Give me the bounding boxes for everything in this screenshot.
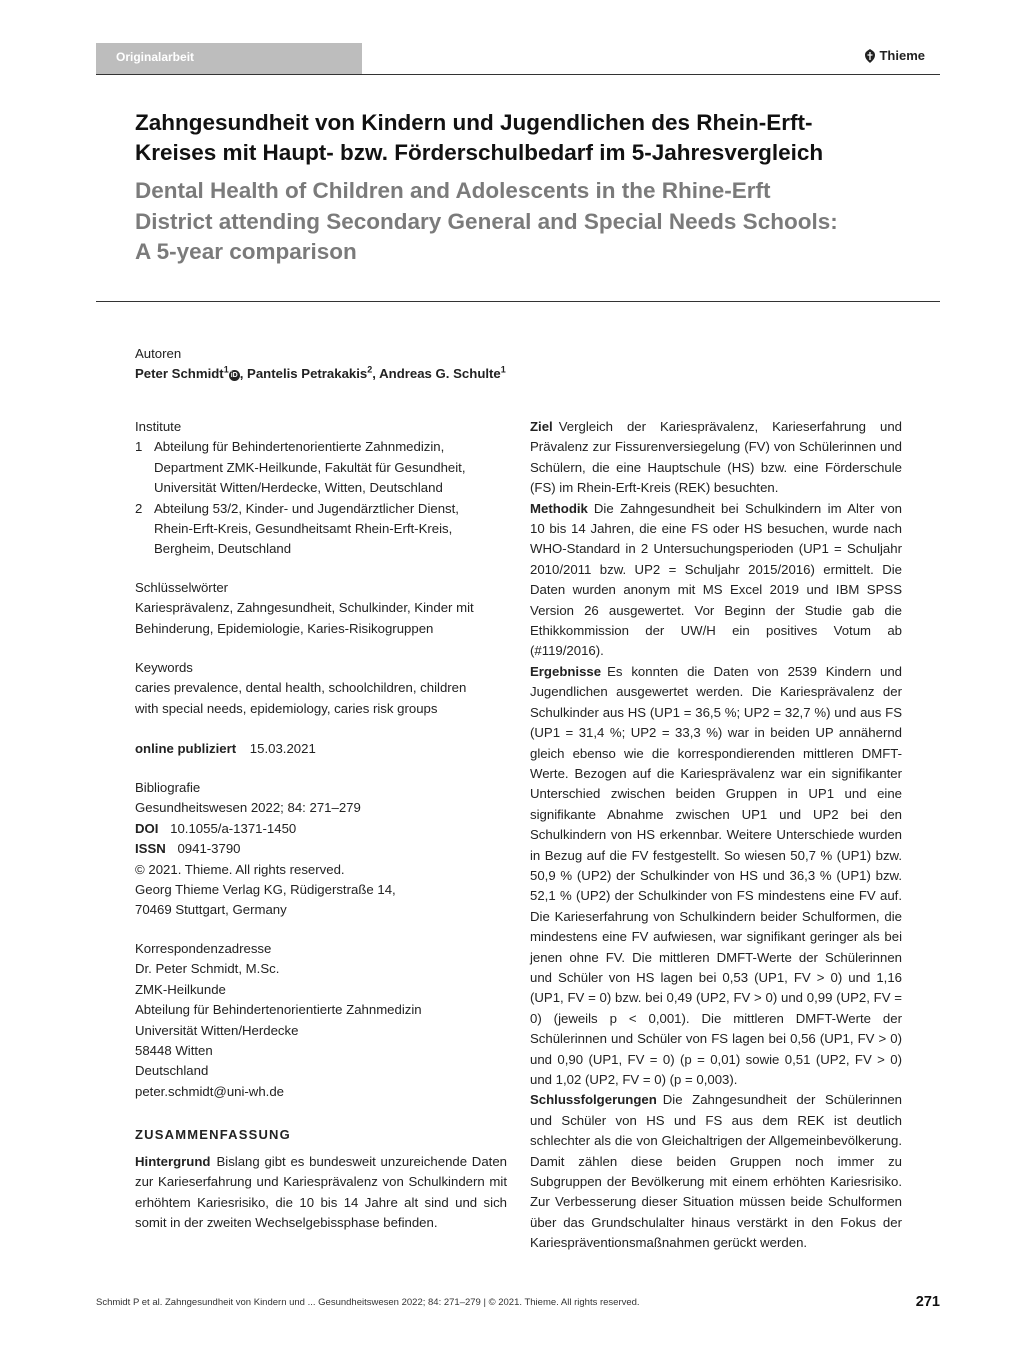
summary-conclusions <box>530 1090 902 1253</box>
thieme-logo-icon <box>864 49 876 63</box>
author-affiliation: 1 <box>223 365 229 376</box>
correspondence-line: 58448 Witten <box>135 1043 213 1059</box>
summary-heading: ZUSAMMENFASSUNG <box>135 1127 291 1142</box>
summary-aim <box>530 417 902 499</box>
authors-list <box>135 364 835 384</box>
doi-label: DOI <box>135 820 159 836</box>
correspondence-line: ZMK-Heilkunde <box>135 981 226 997</box>
summary-methods-text: Die Zahngesundheit bei Schulkindern im Alter von 10 bis 14 Jahren, die eine FS oder HS besuchen, wurde nach WHO-Standard in 2 Untersuchungsperioden (UP1 = Schuljahr 2010/2011 bzw. UP2 = Schuljahr 2015/2016) ermittelt. Die Daten wurden anonym mit MS Excel 2019 und IBM SPSS Version 26 ausgewertet. Vor Beginn der Studie gab die Ethikkommission der UW/H ein positives Votum ab (#119/2016). <box>530 500 902 659</box>
summary-results <box>530 662 902 1091</box>
summary-right-column <box>530 417 902 1254</box>
publisher-name: Thieme <box>879 48 925 63</box>
bibliography-address: 70469 Stuttgart, Germany <box>135 902 287 918</box>
header-rule <box>96 74 940 75</box>
institutes-block <box>135 417 495 560</box>
section-tab <box>96 43 362 74</box>
correspondence-line: Dr. Peter Schmidt, M.Sc. <box>135 961 280 977</box>
keywords-de-label: Schlüsselwörter <box>135 580 229 595</box>
orcid-icon[interactable]: iD <box>230 372 238 380</box>
authors-label: Autoren <box>135 346 182 361</box>
summary-aim-text: Vergleich der Kariesprävalenz, Karieserfahrung und Prävalenz zur Fissurenversiegelung (FV) von Schülerinnen und Schülern, die eine Hauptschule (HS) bzw. eine Förderschule (FS) im Rhein-Erft-Kreis (REK) besuchten. <box>530 419 902 496</box>
correspondence-line: Deutschland <box>135 1063 209 1079</box>
title-german-line: Kreises mit Haupt- bzw. Förderschulbedarf im 5-Jahresvergleich <box>135 140 824 165</box>
keywords-de-line: Behinderung, Epidemiologie, Karies-Risikogruppen <box>135 620 434 636</box>
summary-methods-label: Methodik <box>530 500 588 516</box>
correspondence-label: Korrespondenzadresse <box>135 941 272 956</box>
title-rule <box>96 301 940 302</box>
issn-row <box>135 839 495 859</box>
institute-item <box>135 437 495 498</box>
author-affiliation: 1 <box>500 365 506 376</box>
author-affiliation: 2 <box>367 365 373 376</box>
issn-label: ISSN <box>135 841 166 857</box>
summary-conclusions-text: Die Zahngesundheit der Schülerinnen und Schüler von HS und FS aus dem REK ist deutlich schlechter als die von Gleichaltrigen der Allgemeinbevölkerung. Damit zählen diese beiden Gruppen noch immer zu Subgruppen der Bevölkerung mit einem erhöhten Kariesrisiko. Zur Verbesserung dieser Situation müssen beide Schulformen über das Grundschulalter hinaus verstärkt in den Fokus der Kariespräventionsmaßnahmen gerückt werden. <box>530 1092 902 1251</box>
author-name: Peter Schmidt <box>135 366 224 382</box>
institute-line: Abteilung 53/2, Kinder- und Jugendärztlicher Dienst, <box>154 500 459 516</box>
footer-citation: Schmidt P et al. Zahngesundheit von Kindern und ... Gesundheitswesen 2022; 84: 271–279 | © 2021. Thieme. All rights reserved. <box>96 1297 640 1308</box>
title-english <box>135 176 925 268</box>
page-number: 271 <box>915 1294 940 1310</box>
institute-number: 1 <box>135 439 143 455</box>
institute-line: Bergheim, Deutschland <box>154 541 292 557</box>
institute-line: Abteilung für Behindertenorientierte Zahnmedizin, <box>154 439 445 455</box>
author-name: , Pantelis Petrakakis <box>239 366 368 382</box>
keywords-en-label: Keywords <box>135 660 193 675</box>
section-label: Originalarbeit <box>116 50 195 64</box>
title-english-line: A 5-year comparison <box>135 239 357 264</box>
bibliography-journal: Gesundheitswesen 2022; 84: 271–279 <box>135 800 361 816</box>
published-block <box>135 739 495 759</box>
institute-number: 2 <box>135 500 143 516</box>
published-label: online publiziert <box>135 741 237 756</box>
summary-results-text: Es konnten die Daten von 2539 Kindern und Jugendlichen ausgewertet werden. Die Kariesprävalenz der Schulkinder aus HS (UP1 = 36,5 %; UP2 = 32,7 %) und aus FS (UP1 = 31,4 %; UP2 = 33,3 %) war in beiden UP annähernd gleich ebenso wie die korrespondierenden mittleren DMFT-Werte. Bezogen auf die Kariesprävalenz war ein signifikanter Unterschied zwischen beiden Gruppen in UP1 und eine signifikante Abnahme zwischen UP1 und UP2 bei den Schulkindern von HS erkennbar. Weitere Unterschiede wurden in Bezug auf die FV festgestellt. So wiesen 50,7 % (UP1) bzw. 50,9 % (UP2) der Schulkinder von HS und 36,3 % (UP1) bzw. 52,1 % (UP2) der Schulkinder von FS mindestens eine FV auf. Die Karieserfahrung von Schulkindern beider Schulformen, die mindestens eine FV aufwiesen, war signifikant geringer als bei jenen ohne FV. Die mittleren DMFT-Werte der Schülerinnen und Schüler von HS lagen bei 0,53 (UP1, FV > 0) und 1,16 (UP1, FV = 0) bzw. bei 0,49 (UP2, FV > 0) und 0,99 (UP2, FV = 0) (jeweils p < 0,001). Die mittleren DMFT-Werte der Schülerinnen und Schüler von FS lagen bei 0,56 (UP1, FV > 0) und 0,90 (UP1, FV = 0) (p = 0,01) sowie 0,51 (UP2, FV > 0) und 1,02 (UP2, FV = 0) (p = 0,003). <box>530 663 902 1087</box>
title-english-line: District attending Secondary General and Special Needs Schools: <box>135 208 838 234</box>
institute-line: Universität Witten/Herdecke, Witten, Deutschland <box>154 480 443 496</box>
summary-methods <box>530 499 902 662</box>
summary-background <box>135 1152 507 1234</box>
keywords-en-line: caries prevalence, dental health, schoolchildren, children <box>135 680 467 696</box>
summary-background-label: Hintergrund <box>135 1154 211 1169</box>
keywords-en-line: with special needs, epidemiology, caries risk groups <box>135 700 438 716</box>
correspondence-email[interactable]: peter.schmidt@uni-wh.de <box>135 1083 284 1099</box>
institute-line: Rhein-Erft-Kreis, Gesundheitsamt Rhein-Erft-Kreis, <box>154 521 453 537</box>
summary-results-label: Ergebnisse <box>530 663 602 679</box>
publisher-brand <box>864 48 925 63</box>
institute-item <box>135 499 495 560</box>
doi-row <box>135 819 495 839</box>
bibliography-label: Bibliografie <box>135 780 201 795</box>
published-date: 15.03.2021 <box>249 741 316 756</box>
title-german-line: Zahngesundheit von Kindern und Jugendlichen des Rhein-Erft- <box>135 110 813 135</box>
summary-aim-label: Ziel <box>530 419 553 434</box>
summary-conclusions-label: Schlussfolgerungen <box>530 1092 657 1108</box>
bibliography-address: Georg Thieme Verlag KG, Rüdigerstraße 14, <box>135 882 396 898</box>
correspondence-line: Abteilung für Behindertenorientierte Zahnmedizin <box>135 1002 422 1018</box>
keywords-en-block <box>135 658 495 719</box>
issn-value: 0941-3790 <box>177 841 241 857</box>
title-german <box>135 108 925 168</box>
bibliography-copyright: © 2021. Thieme. All rights reserved. <box>135 861 345 877</box>
correspondence-block <box>135 939 495 1102</box>
institutes-label: Institute <box>135 419 182 434</box>
title-english-line: Dental Health of Children and Adolescents in the Rhine-Erft <box>135 178 771 203</box>
keywords-de-line: Kariesprävalenz, Zahngesundheit, Schulkinder, Kinder mit <box>135 600 474 616</box>
correspondence-line: Universität Witten/Herdecke <box>135 1022 299 1038</box>
doi-value[interactable]: 10.1055/a-1371-1450 <box>170 820 297 836</box>
bibliography-block <box>135 778 495 921</box>
keywords-de-block <box>135 578 495 639</box>
summary-background-text: Bislang gibt es bundesweit unzureichende Daten zur Karieserfahrung und Kariesprävalenz von Schulkindern mit erhöhtem Kariesrisiko, die 10 bis 14 Jahre alt sind und sich somit in der zweiten Wechselgebissphase befinden. <box>135 1154 507 1231</box>
authors-block <box>135 344 835 385</box>
institute-line: Department ZMK-Heilkunde, Fakultät für Gesundheit, <box>154 459 466 475</box>
author-name: , Andreas G. Schulte <box>372 366 501 382</box>
